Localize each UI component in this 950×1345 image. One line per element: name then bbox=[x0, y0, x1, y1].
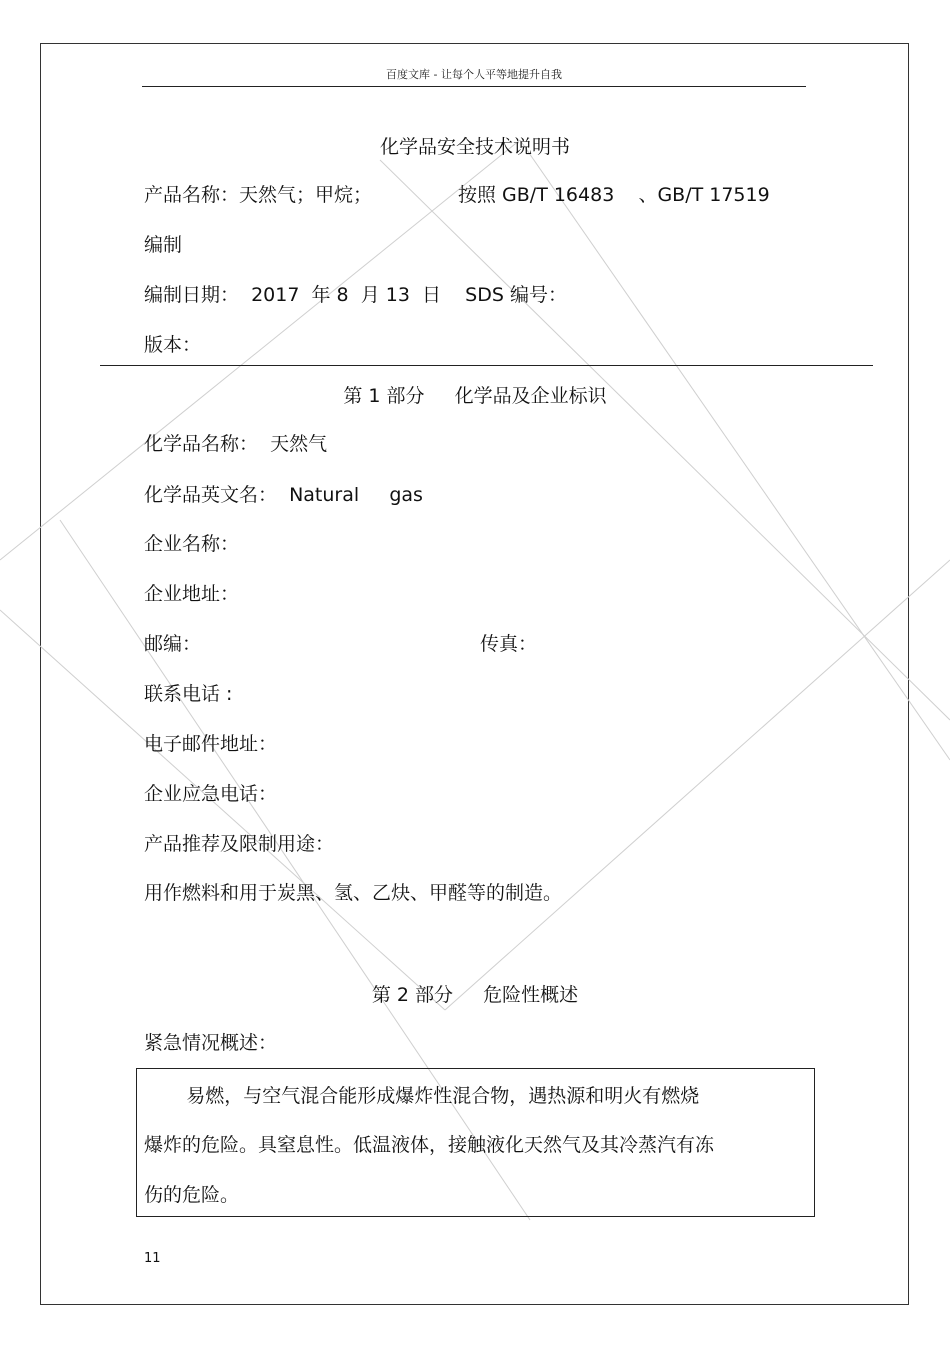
contact-phone: 联系电话 : bbox=[144, 683, 233, 705]
page-number: 11 bbox=[144, 1251, 161, 1266]
chemical-name: 化学品名称： 天然气 bbox=[144, 433, 328, 455]
chemical-english-name: 化学品英文名： Natural gas bbox=[144, 484, 423, 506]
emergency-phone: 企业应急电话： bbox=[144, 783, 278, 805]
email-address: 电子邮件地址： bbox=[144, 733, 278, 755]
overview-label: 紧急情况概述： bbox=[144, 1032, 278, 1054]
company-name: 企业名称： bbox=[144, 533, 240, 555]
hazard-line-1: 易燃，与空气混合能形成爆炸性混合物，遇热源和明火有燃烧 bbox=[144, 1085, 700, 1107]
usage-label: 产品推荐及限制用途： bbox=[144, 833, 335, 855]
version-line: 版本： bbox=[144, 334, 202, 356]
compile-date-line: 编制日期： 2017 年 8 月 13 日 SDS 编号： bbox=[144, 284, 567, 306]
company-address: 企业地址： bbox=[144, 583, 240, 605]
product-name-line: 产品名称：天然气；甲烷； bbox=[144, 184, 373, 206]
postcode: 邮编： bbox=[144, 633, 202, 655]
standard-reference: 按照 GB/T 16483 、GB/T 17519 bbox=[458, 184, 770, 206]
section-divider bbox=[100, 365, 873, 366]
document-title: 化学品安全技术说明书 bbox=[379, 136, 570, 158]
usage-text: 用作燃料和用于炭黑、氢、乙炔、甲醛等的制造。 bbox=[144, 882, 563, 904]
running-header: 百度文库 - 让每个人平等地提升自我 bbox=[386, 68, 562, 81]
compiled-label: 编制 bbox=[144, 234, 183, 256]
section1-heading: 第 1 部分 化学品及企业标识 bbox=[343, 385, 607, 407]
fax: 传真： bbox=[480, 633, 538, 655]
section2-heading: 第 2 部分 危险性概述 bbox=[371, 984, 579, 1006]
hazard-line-3: 伤的危险。 bbox=[144, 1184, 240, 1206]
header-rule bbox=[142, 86, 806, 87]
hazard-line-2: 爆炸的危险。具窒息性。低温液体，接触液化天然气及其冷蒸汽有冻 bbox=[144, 1134, 715, 1156]
